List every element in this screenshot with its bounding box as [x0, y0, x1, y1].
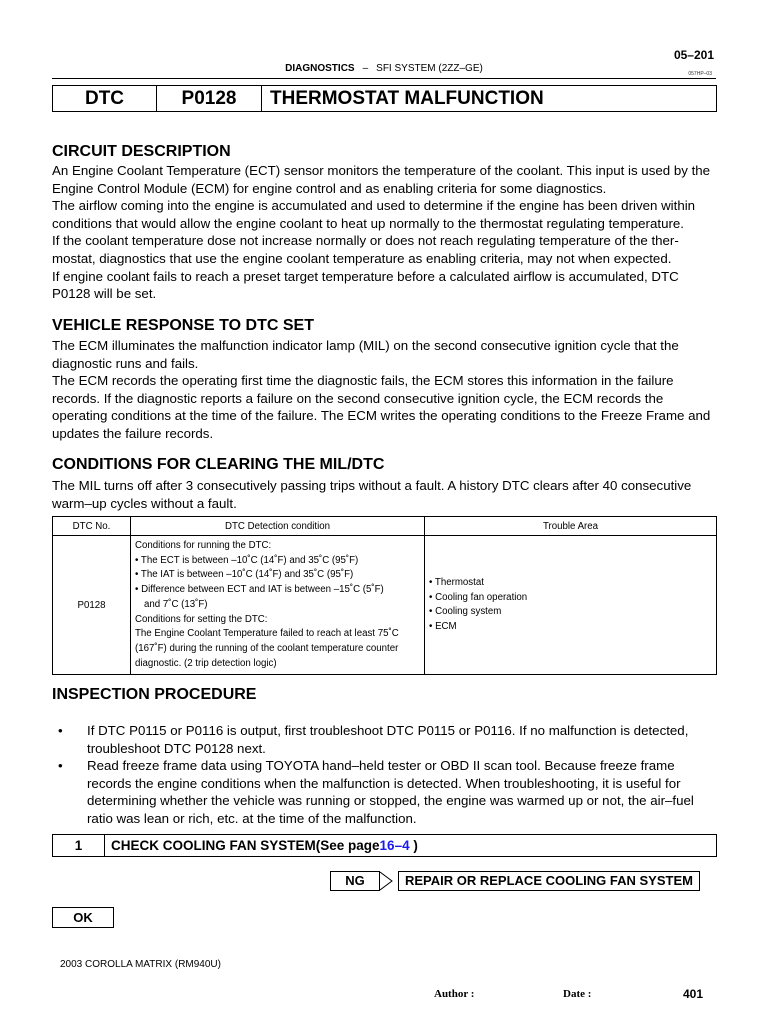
trouble-area-item: • Cooling fan operation — [429, 591, 528, 603]
trouble-area-item: • ECM — [429, 620, 457, 632]
ng-label: NG — [330, 871, 380, 891]
header-system: SFI SYSTEM (2ZZ–GE) — [376, 63, 483, 74]
clearing-text — [52, 477, 717, 512]
cond-bullet-1: • The ECT is between –10˚C (14˚F) and 35˚C (95˚F) — [135, 554, 359, 566]
footer-author: Author : — [434, 988, 475, 1000]
dtc-detection-table — [52, 516, 717, 675]
table-cell-trouble-area — [425, 536, 717, 675]
circuit-description-heading: CIRCUIT DESCRIPTION — [52, 143, 231, 160]
inspection-bullet-1 — [52, 722, 717, 757]
step-1-box — [52, 834, 717, 857]
inspection-bullet-1-text: If DTC P0115 or P0116 is output, first troubleshoot DTC P0115 or P0116. If no malfunction is detected, troubleshoot DTC P0128 next. — [87, 723, 689, 756]
ng-result-row — [330, 871, 700, 891]
step-title: CHECK COOLING FAN SYSTEM(See page — [111, 838, 380, 853]
arrow-right-icon — [380, 871, 394, 891]
vehicle-response-paragraph-1: The ECM illuminates the malfunction indicator lamp (MIL) on the second consecutive ignition cycle that the diagnostic runs and fails. — [52, 338, 679, 371]
step-close: ) — [409, 838, 418, 853]
bullet-icon: • — [58, 758, 63, 774]
step-number: 1 — [53, 835, 105, 856]
circuit-paragraph-1: An Engine Coolant Temperature (ECT) sensor monitors the temperature of the coolant. This input is used by the Engine Control Module (ECM) for engine control and as enabling criteria for some diagnostics. — [52, 163, 711, 196]
trouble-area-text: Cooling fan operation — [435, 591, 528, 603]
running-header — [0, 63, 768, 74]
cond-bullet-2-text: The IAT is between –10˚C (14˚F) and 35˚C (95˚F) — [140, 569, 354, 581]
table-header-dtc-no: DTC No. — [53, 517, 131, 536]
footer-date: Date : — [563, 988, 592, 1000]
table-cell-dtc: P0128 — [53, 536, 131, 675]
cond-setting-line-2: (167˚F) during the running of the coolant temperature counter — [135, 642, 399, 654]
trouble-area-text: Thermostat — [434, 577, 484, 589]
circuit-paragraph-2: The airflow coming into the engine is accumulated and used to determine if the engine has been driven within conditions that would allow the engine coolant to heat up normally to the thermostat regulating temperature. — [52, 198, 696, 231]
ok-label: OK — [52, 907, 114, 928]
header-section: DIAGNOSTICS — [285, 63, 355, 74]
inspection-bullet-list — [52, 722, 717, 828]
cond-setting-line-1: The Engine Coolant Temperature failed to reach at least 75˚C — [135, 628, 399, 640]
trouble-area-text: ECM — [435, 620, 457, 632]
dtc-title-bar — [52, 85, 717, 112]
cond-bullet-1-text: The ECT is between –10˚C (14˚F) and 35˚C (95˚F) — [140, 554, 359, 566]
inspection-bullet-2-text: Read freeze frame data using TOYOTA hand–held tester or OBD II scan tool. Because freeze frame records the engine conditions when the malfunction is detected. When troubleshooting, it is useful for determining whether the vehicle was running or stopped, the engine was warmed up or not, the air–fuel ratio was lean or rich, etc. at the time of the malfunction. — [87, 758, 694, 826]
step-text — [105, 835, 418, 856]
clearing-heading: CONDITIONS FOR CLEARING THE MIL/DTC — [52, 456, 385, 473]
table-header-row — [53, 517, 717, 536]
dtc-label: DTC — [53, 86, 157, 111]
vehicle-response-paragraph-2: The ECM records the operating first time the diagnostic fails, the ECM stores this information in the failure records. If the diagnostic reports a failure on the second consecutive ignition cycle, the ECM records the operating conditions at the time of the failure. The ECM writes the operating conditions to the Freeze Frame and updates the failure records. — [52, 373, 711, 441]
page-number: 401 — [683, 987, 704, 1001]
footer-model: 2003 COROLLA MATRIX (RM940U) — [60, 959, 221, 970]
cond-bullet-3: • Difference between ECT and IAT is between –15˚C (5˚F) — [135, 584, 384, 596]
trouble-area-text: Cooling system — [435, 606, 502, 618]
page-code: 05–201 — [673, 48, 714, 62]
table-header-trouble-area: Trouble Area — [425, 517, 717, 536]
table-header-detection: DTC Detection condition — [131, 517, 425, 536]
cond-setting-line-3: diagnostic. (2 trip detection logic) — [135, 657, 277, 669]
vehicle-response-heading: VEHICLE RESPONSE TO DTC SET — [52, 317, 314, 334]
document-code: 057HP–03 — [688, 71, 712, 77]
dtc-code: P0128 — [157, 86, 262, 111]
ng-action: REPAIR OR REPLACE COOLING FAN SYSTEM — [398, 871, 700, 891]
cond-setting-title: Conditions for setting the DTC: — [135, 613, 268, 625]
bullet-icon: • — [58, 723, 63, 738]
page-link[interactable]: 16–4 — [379, 838, 410, 853]
circuit-description-text — [52, 162, 717, 303]
inspection-heading: INSPECTION PROCEDURE — [52, 686, 257, 703]
header-separator: – — [362, 63, 369, 74]
dtc-title: THERMOSTAT MALFUNCTION — [270, 88, 544, 109]
cond-bullet-2: • The IAT is between –10˚C (14˚F) and 35˚C (95˚F) — [135, 569, 354, 581]
circuit-paragraph-3: If the coolant temperature dose not increase normally or does not reach regulating temperature of the ther-mostat, diagnostics that use the engine coolant temperature as enabling criteria, may not when expected. — [52, 233, 679, 266]
table-cell-condition — [131, 536, 425, 675]
circuit-paragraph-4: If engine coolant fails to reach a preset target temperature before a calculated airflow is accumulated, DTC P0128 will be set. — [52, 268, 679, 302]
cond-bullet-3-text: Difference between ECT and IAT is between –15˚C (5˚F) — [141, 584, 384, 596]
header-rule — [52, 78, 716, 79]
inspection-bullet-2 — [52, 757, 717, 827]
table-row — [53, 536, 717, 675]
cond-bullet-3-cont: and 7˚C (13˚F) — [144, 598, 208, 610]
trouble-area-item: • Thermostat — [429, 577, 484, 589]
clearing-paragraph: The MIL turns off after 3 consecutively passing trips without a fault. A history DTC clears after 40 consecutive warm–up cycles without a fault. — [52, 478, 692, 511]
vehicle-response-text — [52, 337, 717, 443]
trouble-area-item: • Cooling system — [429, 606, 502, 618]
cond-running-title: Conditions for running the DTC: — [135, 540, 272, 551]
